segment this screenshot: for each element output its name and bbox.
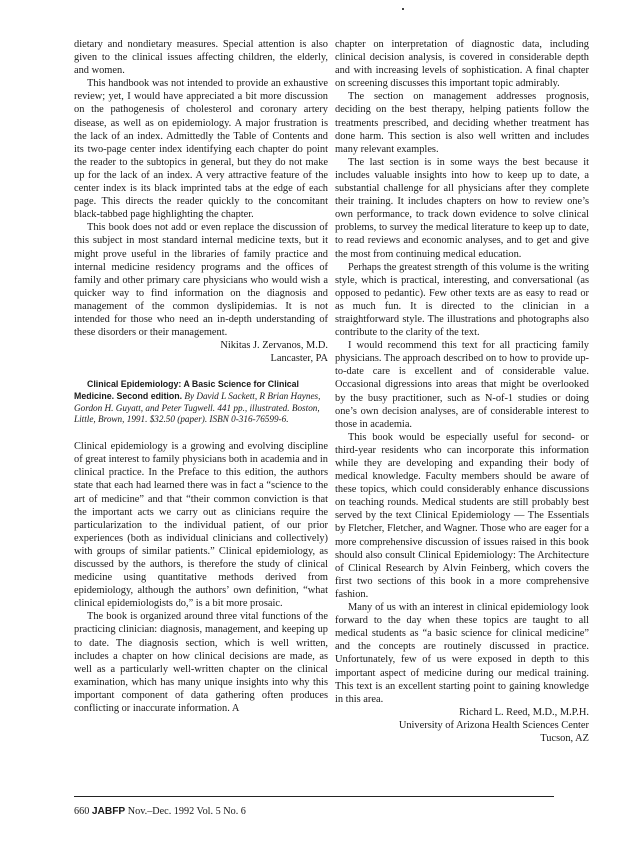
paragraph: Many of us with an interest in clinical epidemiology look forward to the day when these topics are taught to all medical students as “a basic science for clinical medicine” and the concepts are routinely discussed in practice. Unfortunately, few of us were exposed in depth to this important aspect of medicine during our medical training. This text is an excellent starting point to gaining knowledge in this area. [335,602,589,705]
page-footer [74,806,246,817]
stray-dot [402,8,404,10]
journal-name: JABFP [91,806,126,817]
journal-issue: Nov.–Dec. 1992 Vol. 5 No. 6 [127,806,246,817]
paragraph: dietary and nondietary measures. Special attention is also given to the clinical issues affecting children, the elderly, and women. [74,39,328,77]
paragraph: I would recommend this text for all practicing family physicians. The approach described on to how to provide up-to-date care is excellent and of considerable value. Occasional digressions into areas that might be overlooked by the busy practitioner, such as N-of-1 studies or doing one’s own decision analyses, are of considerable interest to those in academia. [335,340,589,430]
paragraph: Clinical epidemiology is a growing and evolving discipline of great interest to family physicians both in academia and in clinical practice. In the Preface to this edition, the authors state that each had learned there was in fact a “science to the art of medicine” and that “their common conviction is that the important acts we carry out as clinicians require the particularization to the individual patient, of our prior experiences (both as individual clinicians and collectively) with groups of similar patients.” Clinical epidemiology, as discussed by the authors, is therefore the study of clinical medicine using quantitative methods derived from epidemiology, although the authors’ own definition, “what clinical epidemiologists do,” is a bit more prosaic. [74,441,328,610]
signature-name: Nikitas J. Zervanos, M.D. [220,340,328,352]
paragraph: chapter on interpretation of diagnostic data, including clinical decision analysis, is covered in considerable depth and with increasing levels of sophistication. A final chapter on screening discusses this important topic admirably. [335,39,589,90]
review-citation: By David L Sackett, R Brian Haynes, Gordon H. Guyatt, and Peter Tugwell. 441 pp., illustrated. Boston, Little, Brown, 1991. $32.50 (paper). ISBN 0-316-76599-6. [74,391,321,425]
paragraph: The last section is in some ways the best because it includes valuable insights into how to keep up to date, a substantial challenge for all physicians after they complete their training. It includes chapters on how to review one’s own performance, to track down evidence to solve clinical problems, to survey the medical literature to keep up to date, to read reviews and economic analyses, and to get and give the most from continuing medical education. [335,156,589,260]
paragraph: Perhaps the greatest strength of this volume is the writing style, which is practical, interesting, and conversational (as opposed to pedantic). Few other texts are as easy to read or as much fun. It is directed to the clinician in a straightforward style. The illustrations and photographs also contribute to the clarity of the text. [335,261,589,339]
left-column [74,38,328,715]
signature-affiliation: University of Arizona Health Sciences Center [398,719,589,731]
footer-rule [74,796,554,797]
review-heading [74,379,328,426]
paragraph: This book does not add or even replace the discussion of this subject in most standard internal medicine texts, but it might prove useful in the libraries of family practice and internal medicine residency programs and the offices of family and other primary care physicians who would wish a quicker way to find information on the diagnosis and management of the common dyslipidemias. It is not intended for those who need an in-depth understanding of these disorders or their management. [74,222,328,339]
paragraph: This book would be especially useful for second- or third-year residents who can incorporate this information while they are developing and expanding their body of medical knowledge. Faculty members should be aware of these topics, which could considerably enhance discussions on teaching rounds. Medical students are still probably best served by the text Clinical Epidemiology — The Essentials by Fletcher, Fletcher, and Wagner. Those who are eager for a more comprehensive discussion of issues raised in this book should also consult Clinical Epidemiology: The Architecture of Clinical Research by Alvin Feinberg, which covers the first two sections of this book in a more comprehensive fashion. [335,431,589,600]
signature-name: Richard L. Reed, M.D., M.P.H. [459,706,589,718]
signature-location: Lancaster, PA [270,353,328,365]
paragraph: This handbook was not intended to provide an exhaustive review; yet, I would have appreciated a bit more discussion on the pathogenesis of cholesterol and coronary artery disease, as well as on epidemiology. A major frustration is the lack of an index. Admittedly the Table of Contents and its two-page center index identifying each chapter do point the reader to the subtopics in general, but they do not make up for the lack of an index. A very attractive feature of the center index is its black imprinted tabs at the edge of each page. This directs the reader quickly to the concomitant black-tabbed page highlighting the chapter. [74,78,328,221]
page-number: 660 [74,806,90,817]
signature-location: Tucson, AZ [540,732,589,744]
paragraph: The section on management addresses prognosis, deciding on the best therapy, helping patients follow the treatments prescribed, and deciding whether treatment has done harm. This section is also well written and includes many relevant examples. [335,91,589,155]
right-column [335,38,589,745]
review-title: Clinical Epidemiology: A Basic Science for Clinical Medicine. Second edition. [74,379,299,402]
paragraph: The book is organized around three vital functions of the practicing clinician: diagnosis, management, and keeping up to date. The diagnosis section, which is well written, includes a chapter on how clinical decisions are made, as well as a particularly well-written chapter on the clinical examination, which has many unique insights into why this important component of data gathering often produces conflicting or inaccurate information. A [74,611,328,715]
